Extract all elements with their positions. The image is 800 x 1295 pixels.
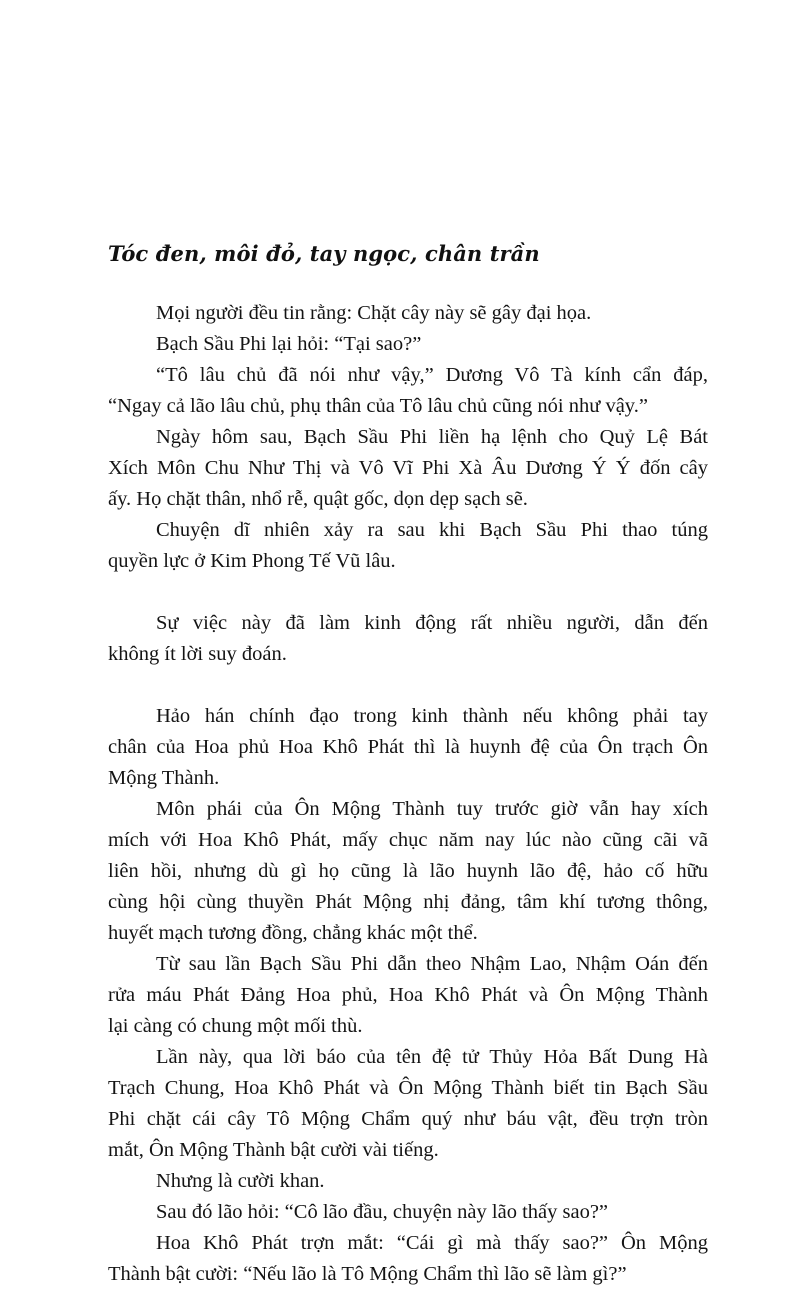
text-line: Mộng Thành. (108, 767, 220, 789)
chapter-title: Tóc đen, môi đỏ, tay ngọc, chân trần (108, 241, 540, 266)
text-line: Hảo hán chính đạo trong kinh thành nếu không phải tay (156, 705, 708, 727)
paragraph-gap (108, 670, 708, 701)
text-line: Trạch Chung, Hoa Khô Phát và Ôn Mộng Thành biết tin Bạch Sầu (108, 1077, 708, 1099)
text-line: lại càng có chung một mối thù. (108, 1015, 363, 1037)
text-line: Lần này, qua lời báo của tên đệ tử Thủy Hỏa Bất Dung Hà (156, 1046, 708, 1068)
text-line: Sự việc này đã làm kinh động rất nhiều người, dẫn đến (156, 612, 708, 634)
text-line: “Tô lâu chủ đã nói như vậy,” Dương Vô Tà kính cẩn đáp, (156, 364, 708, 386)
text-line: Hoa Khô Phát trợn mắt: “Cái gì mà thấy sao?” Ôn Mộng (156, 1232, 708, 1254)
text-line: “Ngay cả lão lâu chủ, phụ thân của Tô lâu chủ cũng nói như vậy.” (108, 395, 648, 417)
paragraph-gap (108, 577, 708, 608)
text-line: không ít lời suy đoán. (108, 643, 287, 665)
text-line: Chuyện dĩ nhiên xảy ra sau khi Bạch Sầu Phi thao túng (156, 519, 708, 541)
text-line: mắt, Ôn Mộng Thành bật cười vài tiếng. (108, 1139, 439, 1161)
text-line: cùng hội cùng thuyền Phát Mộng nhị đảng, tâm khí tương thông, (108, 891, 708, 913)
text-line: chân của Hoa phủ Hoa Khô Phát thì là huynh đệ của Ôn trạch Ôn (108, 736, 708, 758)
text-line: huyết mạch tương đồng, chẳng khác một thể. (108, 922, 478, 944)
text-line: Từ sau lần Bạch Sầu Phi dẫn theo Nhậm Lao, Nhậm Oán đến (156, 953, 708, 975)
text-line: quyền lực ở Kim Phong Tế Vũ lâu. (108, 550, 396, 572)
text-line: mích với Hoa Khô Phát, mấy chục năm nay lúc nào cũng cãi vã (108, 829, 708, 851)
text-line: Sau đó lão hỏi: “Cô lão đầu, chuyện này lão thấy sao?” (156, 1201, 609, 1223)
text-line: rửa máu Phát Đảng Hoa phủ, Hoa Khô Phát và Ôn Mộng Thành (108, 984, 708, 1006)
text-line: Thành bật cười: “Nếu lão là Tô Mộng Chẩm thì lão sẽ làm gì?” (108, 1263, 627, 1285)
text-line: Ngày hôm sau, Bạch Sầu Phi liền hạ lệnh cho Quỷ Lệ Bát (156, 426, 708, 448)
text-line: ấy. Họ chặt thân, nhổ rễ, quật gốc, dọn dẹp sạch sẽ. (108, 488, 528, 510)
body-text (108, 298, 708, 1290)
text-line: Xích Môn Chu Như Thị và Vô Vĩ Phi Xà Âu Dương Ý Ý đốn cây (108, 457, 708, 479)
text-line: liên hồi, nhưng dù gì họ cũng là lão huynh lão đệ, hảo cố hữu (108, 860, 708, 882)
text-line: Mọi người đều tin rằng: Chặt cây này sẽ gây đại họa. (156, 302, 592, 324)
text-line: Bạch Sầu Phi lại hỏi: “Tại sao?” (156, 333, 422, 355)
text-line: Nhưng là cười khan. (156, 1170, 325, 1192)
text-line: Môn phái của Ôn Mộng Thành tuy trước giờ vẫn hay xích (156, 798, 708, 820)
text-line: Phi chặt cái cây Tô Mộng Chẩm quý như báu vật, đều trợn tròn (108, 1108, 708, 1130)
